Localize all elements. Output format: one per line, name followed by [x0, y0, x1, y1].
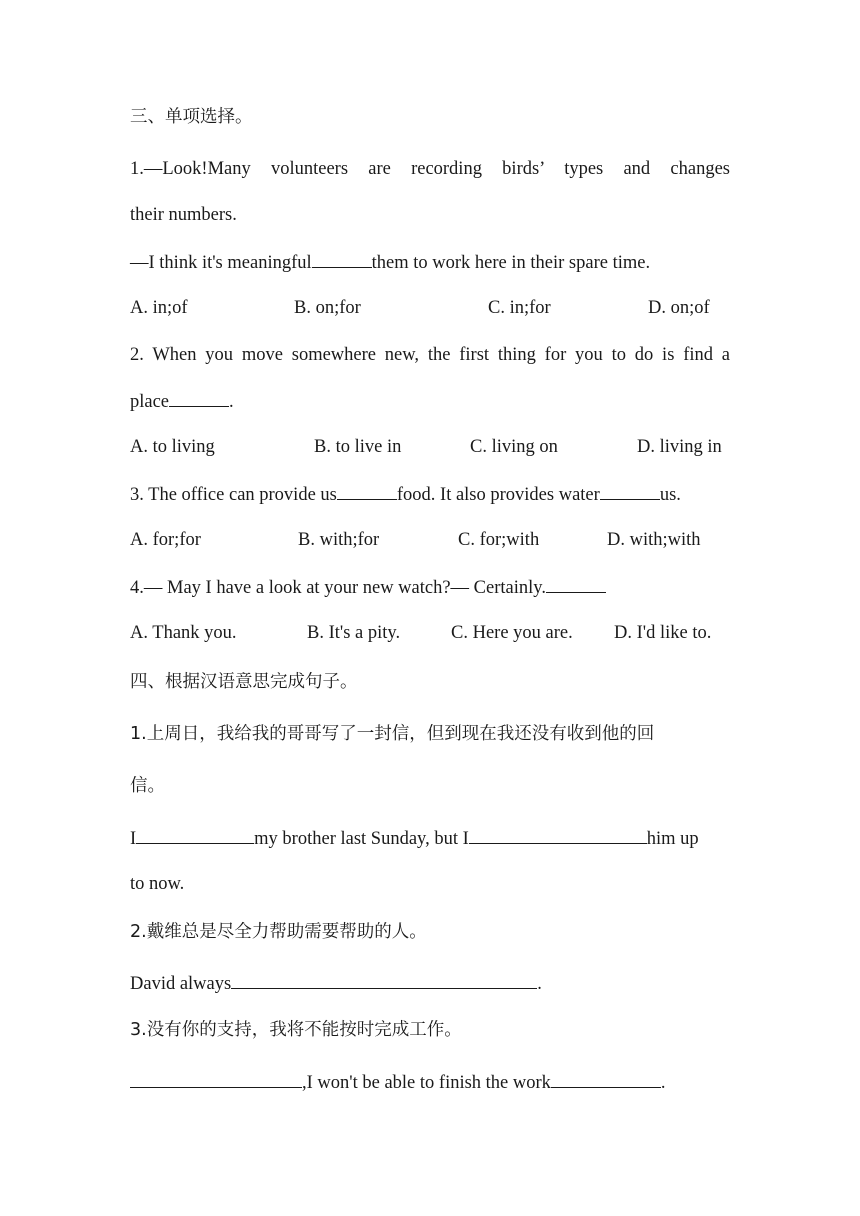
q2-option-a: A. to living [130, 437, 215, 457]
q4-line [130, 576, 730, 599]
q3-mid: food. It also provides water [396, 485, 600, 505]
q3-post: us. [659, 485, 681, 505]
s1-en-pre: I [130, 829, 137, 849]
q3-option-b: B. with;for [298, 530, 380, 550]
s2-en-pre: David always [130, 974, 232, 994]
q1-line-2: their numbers. [130, 205, 237, 225]
s3-en-mid: ,I won't be able to finish the work [302, 1073, 551, 1093]
q4-option-b: B. It's a pity. [307, 623, 401, 643]
s1-cn-line-2: 信。 [130, 776, 165, 796]
q2-line-2-post: . [229, 392, 234, 412]
q2-line-1: 2. When you move somewhere new, the first thing for you to do is find a [130, 345, 730, 365]
q3-blank-2 [600, 483, 660, 500]
s2-en-line [130, 972, 730, 995]
q2-option-b: B. to live in [314, 437, 402, 457]
q3-option-d: D. with;with [607, 530, 701, 550]
q1-option-d: D. on;of [648, 298, 710, 318]
s2-blank [231, 972, 537, 989]
q3-pre: 3. The office can provide us [130, 485, 337, 505]
s1-en-mid: my brother last Sunday, but I [254, 829, 469, 849]
q2-blank [169, 390, 229, 407]
q1-blank [312, 251, 372, 268]
s1-en-line-2: to now. [130, 874, 185, 894]
q1-line-3-pre: —I think it's meaningful [130, 253, 312, 273]
section-4-heading: 四、根据汉语意思完成句子。 [130, 672, 358, 692]
s3-cn: 3.没有你的支持，我将不能按时完成工作。 [130, 1020, 462, 1040]
s1-blank-1 [136, 827, 254, 844]
q4-text: 4.— May I have a look at your new watch?— Certainly. [130, 578, 546, 598]
q3-option-c: C. for;with [458, 530, 540, 550]
q3-blank-1 [337, 483, 397, 500]
section-3-heading: 三、单项选择。 [130, 107, 253, 127]
s3-blank-1 [130, 1071, 302, 1088]
q3-line [130, 483, 730, 506]
q4-option-c: C. Here you are. [451, 623, 573, 643]
s3-en-post: . [660, 1073, 666, 1093]
q1-line-1: 1.—Look!Many volunteers are recording birds’ types and changes [130, 159, 730, 179]
q2-option-d: D. living in [637, 437, 722, 457]
q1-option-b: B. on;for [294, 298, 361, 318]
s3-blank-2 [551, 1071, 661, 1088]
q3-option-a: A. for;for [130, 530, 201, 550]
q4-blank [546, 576, 606, 593]
s3-en-line [130, 1071, 730, 1094]
q2-line-2 [130, 390, 730, 413]
q1-line-3-post: them to work here in their spare time. [371, 253, 651, 273]
q1-line-3 [130, 251, 730, 274]
q1-option-c: C. in;for [488, 298, 551, 318]
s1-cn-line-1: 1.上周日，我给我的哥哥写了一封信，但到现在我还没有收到他的回 [130, 724, 655, 744]
q1-option-a: A. in;of [130, 298, 188, 318]
s2-cn: 2.戴维总是尽全力帮助需要帮助的人。 [130, 922, 427, 942]
s1-blank-2 [469, 827, 647, 844]
q2-option-c: C. living on [470, 437, 558, 457]
q2-line-2-pre: place [130, 392, 170, 412]
q4-option-a: A. Thank you. [130, 623, 237, 643]
s2-en-post: . [537, 974, 542, 994]
s1-en-line-1 [130, 827, 730, 850]
s1-en-post: him up [646, 829, 699, 849]
q4-option-d: D. I'd like to. [614, 623, 712, 643]
